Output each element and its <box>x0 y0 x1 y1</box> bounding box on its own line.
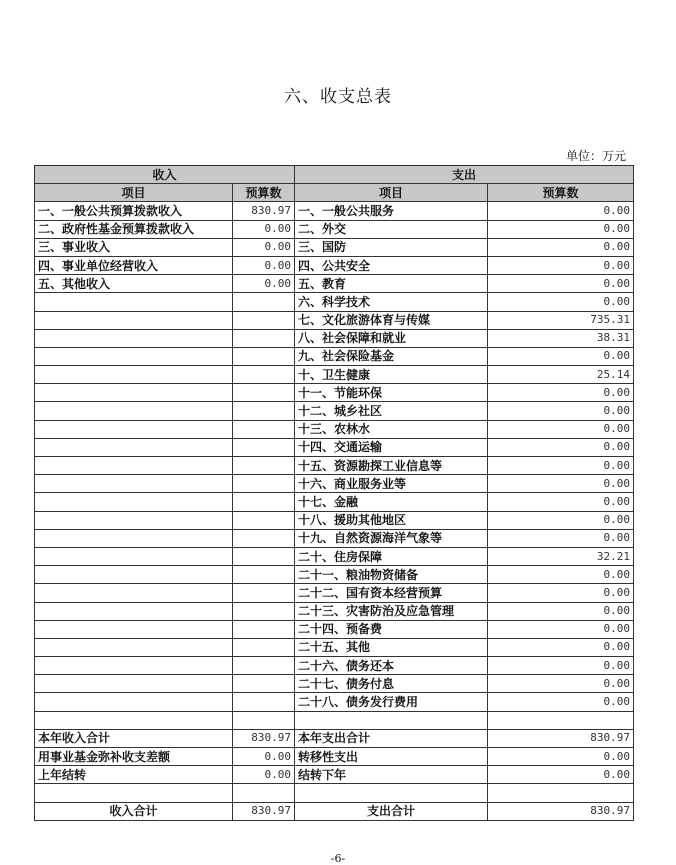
income-item-label <box>35 638 233 656</box>
expense-item-label: 十六、商业服务业等 <box>295 475 488 493</box>
table-row <box>35 693 634 711</box>
income-item-value <box>233 384 295 402</box>
expense-header: 支出 <box>295 166 634 184</box>
expense-item-value: 0.00 <box>488 275 634 293</box>
income-budget-header: 预算数 <box>233 184 295 202</box>
expense-item-value: 0.00 <box>488 675 634 693</box>
income-item-value: 0.00 <box>233 256 295 274</box>
income-item-label <box>35 620 233 638</box>
income-item-value <box>233 657 295 675</box>
income-item-value <box>233 366 295 384</box>
expense-item-value: 0.00 <box>488 438 634 456</box>
income-header: 收入 <box>35 166 295 184</box>
income-item-value: 830.97 <box>233 202 295 220</box>
table-row <box>35 638 634 656</box>
income-item-value <box>233 347 295 365</box>
income-item-label <box>35 475 233 493</box>
table-row <box>35 256 634 274</box>
expense-item-value: 0.00 <box>488 584 634 602</box>
blank-row <box>35 711 634 729</box>
carryover-row <box>35 766 634 784</box>
carry-forward-label: 结转下年 <box>295 766 488 784</box>
table-row <box>35 347 634 365</box>
expense-item-value: 0.00 <box>488 384 634 402</box>
expense-item-label: 十九、自然资源海洋气象等 <box>295 529 488 547</box>
expense-item-value: 735.31 <box>488 311 634 329</box>
page-title: 六、收支总表 <box>284 87 392 107</box>
carry-forward-value: 0.00 <box>488 766 634 784</box>
fund-supplement-label: 用事业基金弥补收支差额 <box>35 748 233 766</box>
expense-grand-total-value: 830.97 <box>488 802 634 820</box>
expense-item-label: 二十八、债务发行费用 <box>295 693 488 711</box>
income-item-value <box>233 402 295 420</box>
expense-item-label: 二十、住房保障 <box>295 547 488 565</box>
expense-item-value: 0.00 <box>488 238 634 256</box>
prior-carryover-value: 0.00 <box>233 766 295 784</box>
income-item-label <box>35 602 233 620</box>
expense-item-label: 十二、城乡社区 <box>295 402 488 420</box>
expense-item-value: 0.00 <box>488 529 634 547</box>
expense-item-label: 九、社会保险基金 <box>295 347 488 365</box>
income-item-label <box>35 493 233 511</box>
fund-supplement-value: 0.00 <box>233 748 295 766</box>
income-item-label <box>35 402 233 420</box>
table-row <box>35 311 634 329</box>
expense-item-label: 七、文化旅游体育与传媒 <box>295 311 488 329</box>
table-row <box>35 402 634 420</box>
income-item-label: 一、一般公共预算拨款收入 <box>35 202 233 220</box>
income-item-value <box>233 420 295 438</box>
table-row <box>35 475 634 493</box>
income-item-value: 0.00 <box>233 275 295 293</box>
income-item-value <box>233 566 295 584</box>
income-item-value <box>233 311 295 329</box>
income-item-value <box>233 457 295 475</box>
expense-item-label: 四、公共安全 <box>295 256 488 274</box>
expense-item-label: 十七、金融 <box>295 493 488 511</box>
table-row <box>35 529 634 547</box>
expense-item-value: 0.00 <box>488 657 634 675</box>
expense-item-label: 二十二、国有资本经营预算 <box>295 584 488 602</box>
table-row <box>35 438 634 456</box>
table-row <box>35 675 634 693</box>
expense-item-label: 二十一、粮油物资储备 <box>295 566 488 584</box>
income-item-value <box>233 638 295 656</box>
expense-item-value: 0.00 <box>488 420 634 438</box>
expense-item-value: 38.31 <box>488 329 634 347</box>
expense-item-label: 五、教育 <box>295 275 488 293</box>
blank-row <box>35 784 634 802</box>
table-row <box>35 511 634 529</box>
expense-year-total-label: 本年支出合计 <box>295 729 488 747</box>
income-item-value <box>233 511 295 529</box>
expense-item-label: 十八、援助其他地区 <box>295 511 488 529</box>
income-item-header: 项目 <box>35 184 233 202</box>
table-row <box>35 602 634 620</box>
income-item-label <box>35 457 233 475</box>
expense-item-label: 十五、资源勘探工业信息等 <box>295 457 488 475</box>
table-row <box>35 293 634 311</box>
expense-item-value: 0.00 <box>488 402 634 420</box>
expense-item-label: 二十五、其他 <box>295 638 488 656</box>
income-item-value: 0.00 <box>233 220 295 238</box>
income-item-label: 二、政府性基金预算拨款收入 <box>35 220 233 238</box>
budget-summary-table <box>34 165 634 821</box>
page-number: -6- <box>330 852 346 865</box>
expense-item-value: 0.00 <box>488 457 634 475</box>
expense-item-header: 项目 <box>295 184 488 202</box>
income-item-value <box>233 547 295 565</box>
table-row <box>35 220 634 238</box>
expense-item-value: 0.00 <box>488 620 634 638</box>
expense-item-label: 十四、交通运输 <box>295 438 488 456</box>
income-item-value <box>233 693 295 711</box>
income-item-label <box>35 366 233 384</box>
income-grand-total-value: 830.97 <box>233 802 295 820</box>
table-row <box>35 657 634 675</box>
income-item-value <box>233 493 295 511</box>
income-item-label <box>35 657 233 675</box>
expense-item-label: 三、国防 <box>295 238 488 256</box>
transfer-expense-label: 转移性支出 <box>295 748 488 766</box>
table-row <box>35 275 634 293</box>
header-row-sections <box>35 166 634 184</box>
expense-item-label: 一、一般公共服务 <box>295 202 488 220</box>
income-item-label: 三、事业收入 <box>35 238 233 256</box>
expense-item-value: 0.00 <box>488 566 634 584</box>
expense-item-value: 0.00 <box>488 347 634 365</box>
income-item-label <box>35 511 233 529</box>
income-item-value <box>233 293 295 311</box>
expense-item-value: 0.00 <box>488 493 634 511</box>
expense-item-value: 0.00 <box>488 511 634 529</box>
income-item-value <box>233 475 295 493</box>
expense-item-value: 0.00 <box>488 293 634 311</box>
table-row <box>35 238 634 256</box>
table-row <box>35 366 634 384</box>
income-item-label <box>35 675 233 693</box>
expense-item-label: 二十七、债务付息 <box>295 675 488 693</box>
income-item-label <box>35 566 233 584</box>
header-row-columns <box>35 184 634 202</box>
table-row <box>35 420 634 438</box>
expense-grand-total-label: 支出合计 <box>295 802 488 820</box>
income-item-label: 五、其他收入 <box>35 275 233 293</box>
unit-label: 单位：万元 <box>565 149 626 163</box>
income-item-label <box>35 420 233 438</box>
expense-item-value: 0.00 <box>488 202 634 220</box>
income-item-label <box>35 547 233 565</box>
expense-item-value: 25.14 <box>488 366 634 384</box>
expense-item-value: 0.00 <box>488 220 634 238</box>
grand-total-row <box>35 802 634 820</box>
income-item-value <box>233 529 295 547</box>
expense-item-label: 六、科学技术 <box>295 293 488 311</box>
expense-item-label: 八、社会保障和就业 <box>295 329 488 347</box>
income-item-value <box>233 584 295 602</box>
income-item-value <box>233 438 295 456</box>
table-row <box>35 566 634 584</box>
income-item-label <box>35 384 233 402</box>
income-grand-total-label: 收入合计 <box>35 802 233 820</box>
expense-item-label: 十三、农林水 <box>295 420 488 438</box>
income-item-value <box>233 602 295 620</box>
income-item-value <box>233 675 295 693</box>
income-item-label <box>35 329 233 347</box>
income-item-label <box>35 347 233 365</box>
income-item-label <box>35 293 233 311</box>
income-item-label: 四、事业单位经营收入 <box>35 256 233 274</box>
income-item-label <box>35 438 233 456</box>
income-item-value <box>233 620 295 638</box>
table-row <box>35 547 634 565</box>
income-item-value <box>233 329 295 347</box>
prior-carryover-label: 上年结转 <box>35 766 233 784</box>
income-item-value: 0.00 <box>233 238 295 256</box>
table-row <box>35 584 634 602</box>
income-item-label <box>35 693 233 711</box>
expense-item-label: 二十四、预备费 <box>295 620 488 638</box>
income-item-label <box>35 311 233 329</box>
table-row <box>35 384 634 402</box>
expense-item-label: 二十六、债务还本 <box>295 657 488 675</box>
expense-item-label: 十、卫生健康 <box>295 366 488 384</box>
income-year-total-label: 本年收入合计 <box>35 729 233 747</box>
expense-item-value: 0.00 <box>488 475 634 493</box>
expense-item-value: 0.00 <box>488 638 634 656</box>
expense-item-value: 0.00 <box>488 693 634 711</box>
table-row <box>35 620 634 638</box>
expense-year-total-value: 830.97 <box>488 729 634 747</box>
expense-item-label: 二、外交 <box>295 220 488 238</box>
table-row <box>35 457 634 475</box>
income-item-label <box>35 529 233 547</box>
income-year-total-value: 830.97 <box>233 729 295 747</box>
table-row <box>35 202 634 220</box>
expense-item-value: 32.21 <box>488 547 634 565</box>
year-total-row <box>35 729 634 747</box>
fund-transfer-row <box>35 748 634 766</box>
income-item-label <box>35 584 233 602</box>
transfer-expense-value: 0.00 <box>488 748 634 766</box>
expense-budget-header: 预算数 <box>488 184 634 202</box>
expense-item-value: 0.00 <box>488 256 634 274</box>
table-row <box>35 329 634 347</box>
expense-item-label: 二十三、灾害防治及应急管理 <box>295 602 488 620</box>
table-row <box>35 493 634 511</box>
expense-item-value: 0.00 <box>488 602 634 620</box>
expense-item-label: 十一、节能环保 <box>295 384 488 402</box>
